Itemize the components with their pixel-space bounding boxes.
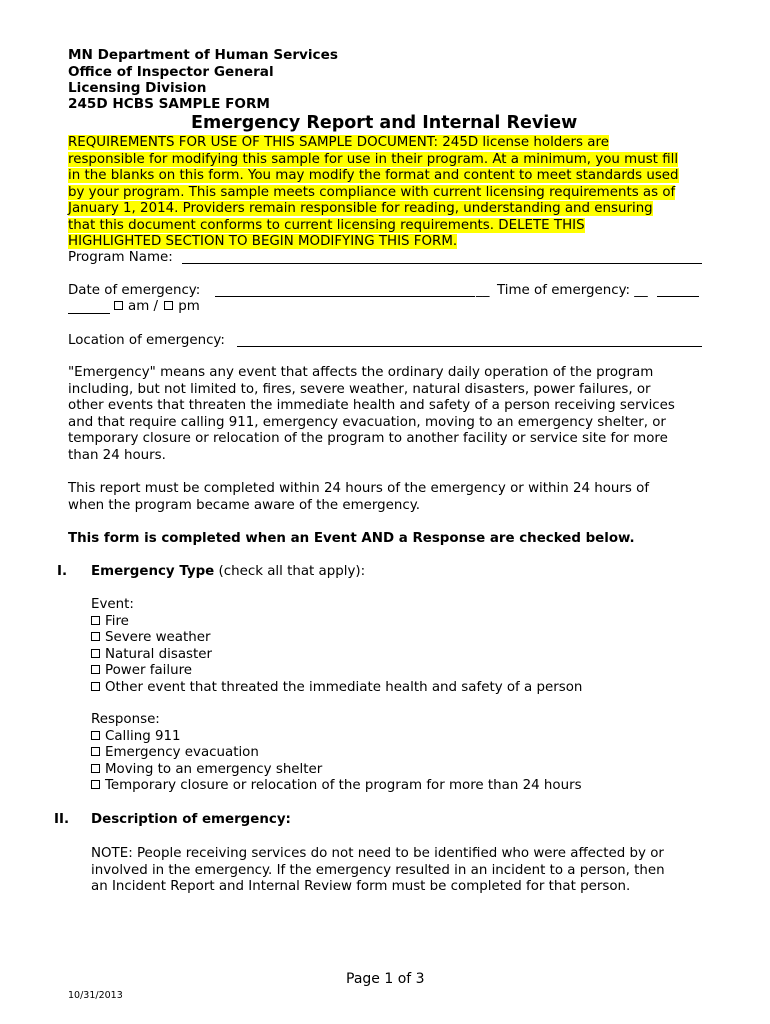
requirements-line: in the blanks on this form. You may modify the format and content to meet standards used <box>68 168 679 183</box>
relocation-checkbox[interactable] <box>91 780 100 789</box>
pm-label: pm <box>178 299 200 314</box>
date-label: Date of emergency: <box>68 283 201 298</box>
event-option-label: Severe weather <box>105 630 211 645</box>
natural-disaster-checkbox[interactable] <box>91 649 100 658</box>
response-option-label: Emergency evacuation <box>105 745 259 760</box>
section-2-title: Description of emergency: <box>91 812 291 827</box>
requirements-line: responsible for modifying this sample for use in their program. At a minimum, you must fill <box>68 151 679 167</box>
header-department: MN Department of Human Services <box>68 47 338 63</box>
definition-line: other events that threaten the immediate health and safety of a person receiving services <box>68 398 675 413</box>
section-2-numeral: II. <box>54 812 70 827</box>
footer-date: 10/31/2013 <box>68 990 123 1001</box>
am-label: am / <box>128 299 159 314</box>
location-field[interactable] <box>237 346 702 347</box>
section-1-title: Emergency Type <box>91 564 215 579</box>
response-option-shelter <box>91 762 582 779</box>
report-note-line: This report must be completed within 24 hours of the emergency or within 24 hours of <box>68 481 650 496</box>
page-title: Emergency Report and Internal Review <box>191 113 578 133</box>
fire-checkbox[interactable] <box>91 616 100 625</box>
response-option-calling-911 <box>91 729 582 746</box>
requirements-line: that this document conforms to current licensing requirements. DELETE THIS <box>68 217 585 233</box>
response-option-evacuation <box>91 745 582 762</box>
response-option-label: Temporary closure or relocation of the program for more than 24 hours <box>105 778 582 793</box>
program-name-label: Program Name: <box>68 250 173 265</box>
section-2-note-line: an Incident Report and Internal Review form must be completed for that person. <box>91 879 631 894</box>
event-option-label: Natural disaster <box>105 646 213 662</box>
date-underscore: __ <box>476 283 490 298</box>
requirements-line: HIGHLIGHTED SECTION TO BEGIN MODIFYING THIS FORM. <box>68 234 458 249</box>
page-number: Page 1 of 3 <box>346 971 425 987</box>
section-1-heading <box>91 564 365 579</box>
event-label: Event: <box>91 597 134 612</box>
emergency-definition <box>68 365 675 464</box>
report-deadline-note <box>68 481 649 514</box>
pm-checkbox[interactable] <box>164 301 173 310</box>
event-option-power-failure <box>91 663 582 680</box>
am-pm-choice <box>114 299 200 314</box>
time-label: Time of emergency: __ <box>497 283 648 298</box>
requirements-line: January 1, 2014. Providers remain responsible for reading, understanding and ensuring <box>68 201 653 216</box>
shelter-checkbox[interactable] <box>91 764 100 773</box>
header-office: Office of Inspector General <box>68 64 274 80</box>
section-1-numeral: I. <box>57 564 68 579</box>
calling-911-checkbox[interactable] <box>91 731 100 740</box>
event-option-other <box>91 680 582 697</box>
event-option-fire <box>91 614 582 631</box>
event-option-label: Fire <box>105 613 129 629</box>
section-2-note <box>91 846 665 896</box>
completion-note: This form is completed when an Event AND a Response are checked below. <box>68 531 635 546</box>
header-division: Licensing Division <box>68 80 207 96</box>
response-list <box>91 712 582 795</box>
event-option-label: Other event that threated the immediate health and safety of a person <box>105 679 583 695</box>
definition-line: including, but not limited to, fires, severe weather, natural disasters, power failures, or <box>68 381 651 397</box>
date-field[interactable] <box>215 296 475 297</box>
section-1-instruction: (check all that apply): <box>214 564 366 579</box>
requirements-line: by your program. This sample meets compliance with current licensing requirements as of <box>68 184 676 200</box>
evacuation-checkbox[interactable] <box>91 747 100 756</box>
location-label: Location of emergency: <box>68 333 225 348</box>
definition-line: than 24 hours. <box>68 447 166 463</box>
response-option-label: Moving to an emergency shelter <box>105 761 323 777</box>
event-option-severe-weather <box>91 630 582 647</box>
power-failure-checkbox[interactable] <box>91 665 100 674</box>
severe-weather-checkbox[interactable] <box>91 632 100 641</box>
response-label: Response: <box>91 712 160 727</box>
am-checkbox[interactable] <box>114 301 123 310</box>
time-prefix-line <box>68 313 110 314</box>
requirements-block <box>68 135 679 251</box>
definition-line: "Emergency" means any event that affects the ordinary daily operation of the program <box>68 365 654 380</box>
section-2-note-line: NOTE: People receiving services do not need to be identified who were affected by or <box>91 846 664 861</box>
event-option-natural-disaster <box>91 647 582 664</box>
event-option-label: Power failure <box>105 663 193 678</box>
event-list <box>91 597 582 696</box>
program-name-field[interactable] <box>182 263 702 264</box>
requirements-line: REQUIREMENTS FOR USE OF THIS SAMPLE DOCUMENT: 245D license holders are <box>68 135 609 150</box>
response-option-label: Calling 911 <box>105 728 181 744</box>
section-2-note-line: involved in the emergency. If the emergency resulted in an incident to a person, then <box>91 862 665 878</box>
header-form-name: 245D HCBS SAMPLE FORM <box>68 96 270 112</box>
report-note-line: when the program became aware of the emergency. <box>68 497 421 513</box>
definition-line: temporary closure or relocation of the program to another facility or service site for more <box>68 431 668 446</box>
other-event-checkbox[interactable] <box>91 682 100 691</box>
time-field[interactable] <box>657 296 699 297</box>
response-option-relocation <box>91 778 582 795</box>
definition-line: and that require calling 911, emergency evacuation, moving to an emergency shelter, or <box>68 414 666 430</box>
